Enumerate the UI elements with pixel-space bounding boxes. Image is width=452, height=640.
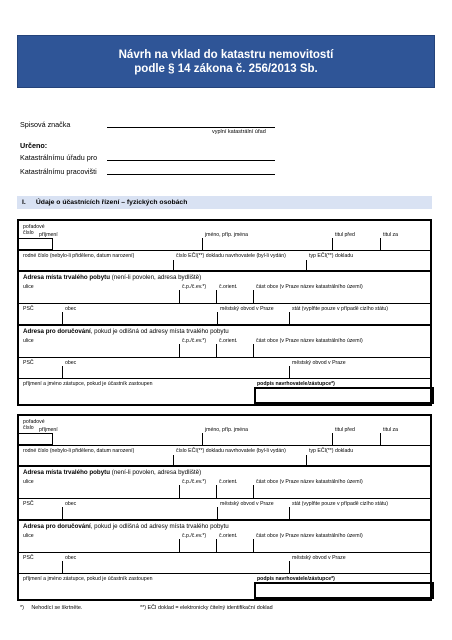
section-header [17,196,432,209]
form-rule [62,561,63,573]
form-rule [253,290,254,303]
form-rule [253,344,254,357]
zastupce-label: příjmení a jméno zástupce, pokud je účastník zastoupen [23,381,153,387]
psc-label: PSČ [23,555,34,561]
rodne-cislo-label: rodné číslo (nebylo-li přiděleno, datum narození) [23,448,135,454]
participant-block-2 [17,414,432,601]
podpis-field[interactable] [254,387,434,404]
form-rule [217,312,218,324]
adresa-trvaly-heading: Adresa místa trvalého pobytu (není-li povolen, adresa bydliště) [23,274,202,281]
form-rule [217,507,218,519]
cislo-eci-label: číslo EČI(**) dokladu navrhovatele (byl-li vydán) [176,253,286,259]
form-rule [332,433,333,445]
form-title-line2: podle § 14 zákona č. 256/2013 Sb. [134,63,318,75]
rodne-cislo-label: rodné číslo (nebylo-li přiděleno, datum narození) [23,253,135,259]
form-rule [380,238,381,250]
vyplni-urad-hint: vyplní katastrální úřad [212,129,266,135]
form-rule [19,250,430,251]
ulice-label: ulice [23,284,34,290]
prijmeni-label: příjmení [39,427,58,433]
ulice-label: ulice [23,338,34,344]
jmeno-label: jméno, příp. jména [205,232,248,238]
form-title [17,35,435,88]
adresa-doruc-heading: Adresa pro doručování, pokud je odlišná od adresy místa trvalého pobytu [23,328,229,335]
ulice-label: ulice [23,479,34,485]
obec-label: obec [65,501,77,507]
participant-block-1 [17,219,432,406]
c-orient-label: č.orient. [219,338,238,344]
c-orient-label: č.orient. [219,284,238,290]
form-rule [62,507,63,519]
zastupce-label: příjmení a jméno zástupce, pokud je účastník zastoupen [23,576,153,582]
form-rule [202,433,203,445]
cast-obce-label: část obce (v Praze název katastrálního území) [256,533,363,539]
form-rule [19,573,430,574]
form-rule [19,378,430,379]
form-rule [19,270,430,272]
form-rule [179,485,180,498]
ulice-label: ulice [23,533,34,539]
adresa-doruc-heading: Adresa pro doručování, pokud je odlišná od adresy místa trvalého pobytu [23,523,229,530]
podpis-field[interactable] [254,582,434,599]
mestsky-obvod-label: městský obvod v Praze [292,555,346,561]
form-rule [332,238,333,250]
spisova-znacka-field[interactable] [107,127,275,128]
form-rule [289,507,290,519]
form-rule [62,366,63,378]
psc-label: PSČ [23,360,34,366]
form-rule [289,561,290,573]
cast-obce-label: část obce (v Praze název katastrálního území) [256,479,363,485]
form-rule [19,324,430,326]
form-rule [62,312,63,324]
footnote-eci: **) EČI doklad = elektronicky čitelný identifikační doklad [140,605,273,611]
poradove-cislo-field[interactable] [19,238,53,250]
obec-label: obec [65,360,77,366]
titul-za-label: titul za [383,427,398,433]
urceno-label: Určeno: [20,141,48,150]
psc-label: PSČ [23,501,34,507]
poradove-label: pořadové [23,419,45,425]
form-rule [253,485,254,498]
typ-eci-label: typ EČI(**) dokladu [309,253,354,259]
cp-ev-label: č.p./č.ev.*) [182,533,207,539]
form-title-line1: Návrh na vklad do katastru nemovitostí [118,49,334,61]
cp-ev-label: č.p./č.ev.*) [182,338,207,344]
form-rule [306,260,307,270]
form-rule [179,344,180,357]
form-rule [380,433,381,445]
adresa-trvaly-heading: Adresa místa trvalého pobytu (není-li povolen, adresa bydliště) [23,469,202,476]
titul-za-label: titul za [383,232,398,238]
form-rule [216,539,217,552]
urad-pro-field[interactable] [107,160,275,161]
form-rule [19,552,430,553]
form-rule [253,539,254,552]
titul-pred-label: titul před [335,232,355,238]
form-rule [173,260,174,270]
stat-label: stát (vyplňte pouze v případě cizího státu) [292,501,389,507]
form-rule [19,465,430,467]
cislo-label: číslo [23,230,34,236]
form-rule [19,498,430,499]
cp-ev-label: č.p./č.ev.*) [182,479,207,485]
form-rule [289,366,290,378]
form-rule [216,344,217,357]
psc-label: PSČ [23,306,34,312]
obec-label: obec [65,555,77,561]
jmeno-label: jméno, příp. jména [205,427,248,433]
pracovisti-label: Katastrálnímu pracovišti [20,167,97,176]
podpis-label: podpis navrhovatele/zástupce*) [257,576,335,582]
c-orient-label: č.orient. [219,479,238,485]
form-rule [216,290,217,303]
mestsky-obvod-label: městský obvod v Praze [220,501,274,507]
urad-pro-label: Katastrálnímu úřadu pro [20,153,98,162]
typ-eci-label: typ EČI(**) dokladu [309,448,354,454]
form-rule [19,303,430,304]
form-rule [19,357,430,358]
form-rule [179,290,180,303]
cast-obce-label: část obce (v Praze název katastrálního území) [256,338,363,344]
form-rule [19,519,430,521]
form-rule [19,445,430,446]
prijmeni-label: příjmení [39,232,58,238]
podpis-label: podpis navrhovatele/zástupce*) [257,381,335,387]
form-rule [216,485,217,498]
form-rule [306,455,307,465]
form-rule [173,455,174,465]
poradove-cislo-field[interactable] [19,433,53,445]
section-number: I. [22,199,26,206]
form-rule [179,539,180,552]
cp-ev-label: č.p./č.ev.*) [182,284,207,290]
mestsky-obvod-label: městský obvod v Praze [292,360,346,366]
pracovisti-field[interactable] [107,174,275,175]
mestsky-obvod-label: městský obvod v Praze [220,306,274,312]
stat-label: stát (vyplňte pouze v případě cizího státu) [292,306,389,312]
spisova-znacka-label: Spisová značka [20,120,71,129]
c-orient-label: č.orient. [219,533,238,539]
form-rule [202,238,203,250]
titul-pred-label: titul před [335,427,355,433]
footnote-nehodici: *) Nehodící se škrtněte. [20,605,83,611]
section-title: Údaje o účastnících řízení – fyzických osobách [35,199,188,206]
cast-obce-label: část obce (v Praze název katastrálního území) [256,284,363,290]
cislo-label: číslo [23,425,34,431]
form-rule [289,312,290,324]
cislo-eci-label: číslo EČI(**) dokladu navrhovatele (byl-li vydán) [176,448,286,454]
poradove-label: pořadové [23,224,45,230]
obec-label: obec [65,306,77,312]
